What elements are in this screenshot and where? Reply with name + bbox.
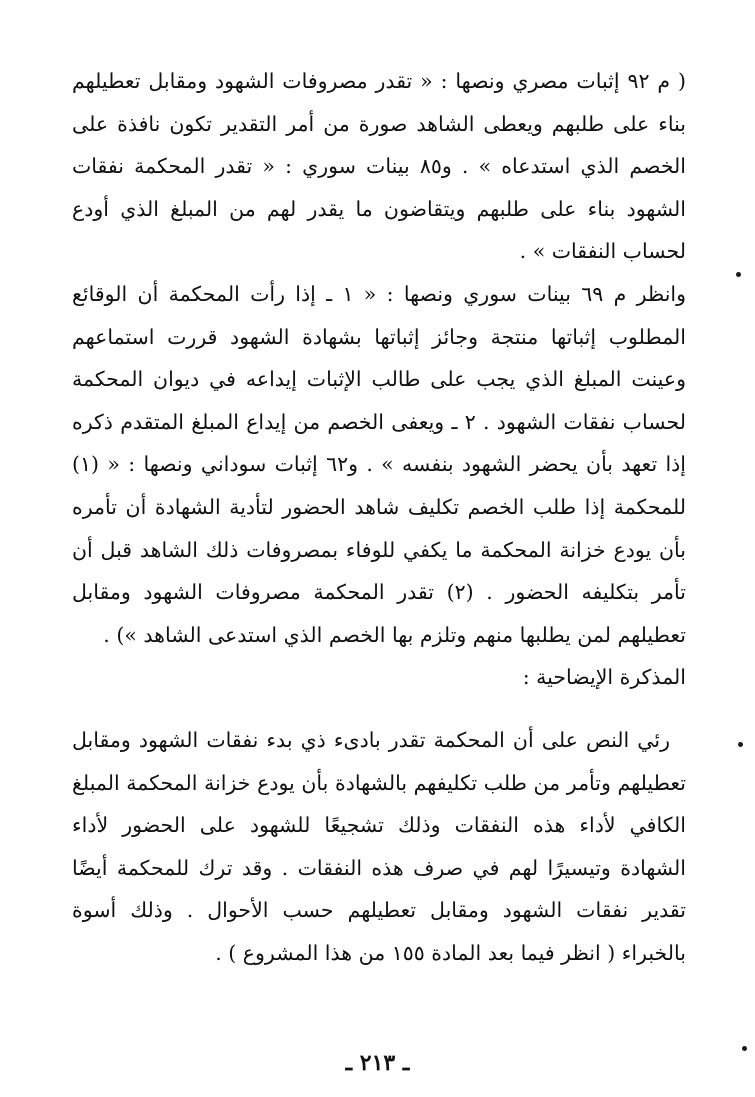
paragraph: ( م ٩٢ إثبات مصري ونصها : « تقدر مصروفات الشهود ومقابل تعطيلهم بناء على طلبهم ويعطى الشاهد صورة من أمر التقدير تكون نافذة على الخصم الذي استدعاه » . و٨٥ بينات سوري : « تقدر المحكمة نفقات الشهود بناء على طلبهم ويتقاضون ما يقدر لهم من المبلغ الذي أودع لحساب النفقات » . (72, 69, 686, 264)
paragraph: وانظر م ٦٩ بينات سوري ونصها : « ١ ـ إذا رأت المحكمة أن الوقائع المطلوب إثباتها منتجة وجائز إثباتها بشهادة الشهود قررت استماعهم وعينت المبلغ الذي يجب على طالب الإثبات إيداعه في ديوان المحكمة لحساب نفقات الشهود . ٢ ـ ويعفى الخصم من إيداع المبلغ المتقدم ذكره إذا تعهد بأن يحضر الشهود بنفسه » . و٦٢ إثبات سوداني ونصها : « (١) للمحكمة إذا طلب الخصم تكليف شاهد الحضور لتأدية الشهادة أن تأمره بأن يودع خزانة المحكمة ما يكفي للوفاء بمصروفات ذلك الشاهد قبل أن تأمر بتكليفه الحضور . (٢) تقدر المحكمة مصروفات الشهود ومقابل تعطيلهم لمن يطلبها منهم وتلزم بها الخصم الذي استدعى الشاهد ») . (72, 281, 687, 647)
scan-dot (742, 1046, 747, 1051)
explanatory-paragraph: رئي النص على أن المحكمة تقدر بادىء ذي بدء نفقات الشهود ومقابل تعطيلهم وتأمر من طلب تكليفهم بالشهادة بأن يودع خزانة المحكمة المبلغ الكافي لأداء هذه النفقات وذلك تشجيعًا للشهود على الحضور لأداء الشهادة وتيسيرًا لهم في صرف هذه النفقات . وقد ترك للمحكمة أيضًا تقدير نفقات الشهود ومقابل تعطيلهم حسب الأحوال . وذلك أسوة بالخبراء ( انظر فيما بعد المادة ١٥٥ من هذا المشروع ) . (72, 727, 686, 965)
scan-dot (736, 272, 741, 277)
section-gap (72, 699, 686, 719)
page-number: ـ ٢١٣ ـ (345, 1050, 410, 1076)
section-heading: المذكرة الإيضاحية : (522, 665, 686, 690)
scan-dot (738, 742, 743, 747)
body-text (72, 60, 686, 974)
